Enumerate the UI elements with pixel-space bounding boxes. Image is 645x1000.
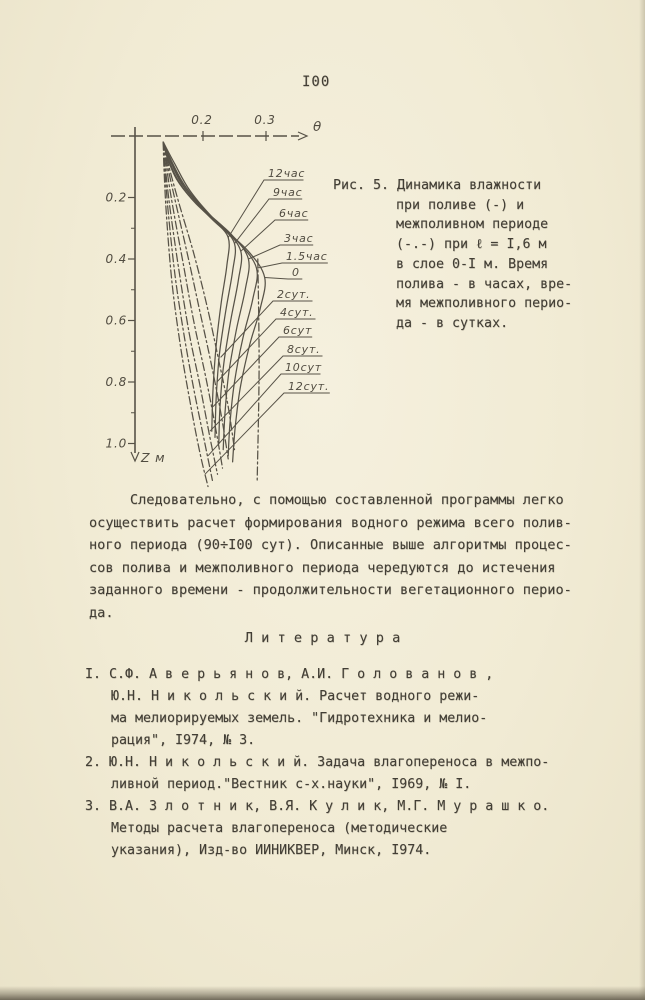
curve-label-4сут.: 4сут. — [280, 306, 314, 319]
curve-9час — [163, 142, 235, 437]
text-line: ливной период."Вестник с-х.науки", I969, № I. — [111, 777, 472, 792]
reference-item-2 — [85, 752, 549, 796]
x-axis-label: θ — [313, 119, 323, 135]
text-line: осуществить расчет формирования водного режима всего полив- — [89, 514, 572, 531]
text-line: мя межполивного перио- — [396, 296, 573, 312]
text-line: да - в сутках. — [396, 315, 509, 331]
curve-12час — [163, 142, 229, 431]
x-tick-label: 0.2 — [191, 113, 213, 127]
curve-label-1.5час: 1.5час — [286, 250, 328, 263]
curve-label-3час: 3час — [284, 232, 314, 245]
text-line: ма мелиорируемых земель. "Гидротехника и мелио- — [111, 711, 488, 726]
y-tick-label: 0.6 — [105, 313, 127, 328]
text-line: межполивном периоде — [396, 217, 549, 233]
curve-4сут. — [163, 142, 228, 459]
curve-label-6час: 6час — [279, 207, 309, 220]
text-line: Ю.Н. Н и к о л ь с к и й. Расчет водного режи- — [111, 689, 480, 704]
text-line: рация", I974, № 3. — [111, 733, 256, 748]
curve-guide — [257, 259, 259, 480]
curve-label-12час: 12час — [268, 167, 306, 180]
body-paragraph — [89, 489, 572, 625]
curve-label-10сут: 10сут — [285, 361, 322, 374]
literature-heading: Л и т е р а т у р а — [244, 630, 401, 646]
y-tick-label: 0.2 — [105, 190, 127, 205]
text-line: ного периода (90÷I00 сут). Описанные выше алгоритмы процес- — [89, 537, 572, 554]
curve-label-12сут.: 12сут. — [288, 380, 330, 393]
x-axis-arrow-icon — [298, 132, 307, 140]
reference-item-1 — [85, 664, 549, 752]
y-tick-label: 1.0 — [105, 436, 127, 451]
text-line: указания), Изд-во ИИНИКВЕР, Минск, I974. — [111, 843, 432, 858]
y-tick-label: 0.8 — [105, 375, 127, 389]
x-tick-label: 0.3 — [254, 113, 276, 127]
text-line: при поливе (-) и — [396, 197, 525, 213]
curve-label-9час: 9час — [273, 186, 303, 199]
reference-item-3 — [85, 796, 549, 862]
paragraph-line: Следовательно, с помощью составленной программы легко — [89, 492, 564, 508]
y-axis-label: Z м — [141, 450, 166, 465]
text-line: сов полива и межполивного периода чередуются до истечения — [89, 559, 556, 576]
reference-first-line: 3. В.А. З л о т н и к, В.Я. К у л и к, М.Г. М у р а ш к о. — [85, 799, 550, 814]
caption-line: Рис. 5. Динамика влажности — [333, 178, 542, 193]
text-line: Методы расчета влагопереноса (методические — [111, 821, 448, 836]
text-line: в слое 0-I м. Время — [396, 256, 549, 272]
reference-first-line: I. С.Ф. А в е р ь я н о в, А.И. Г о л о в а н о в , — [85, 667, 494, 682]
text-line: (-.-) при ℓ = I,6 м — [396, 237, 547, 253]
curve-label-6сут: 6сут — [283, 324, 313, 337]
text-line: полива - в часах, вре- — [396, 276, 573, 292]
reference-list — [85, 664, 549, 862]
curve-2сут. — [163, 142, 234, 449]
y-tick-label: 0.4 — [105, 252, 127, 266]
scan-shadow-bottom — [0, 986, 645, 1000]
curve-label-8сут.: 8сут. — [287, 343, 321, 356]
page-number: I00 — [302, 74, 331, 90]
text-line: да. — [89, 604, 114, 621]
curve-label-2сут.: 2сут. — [277, 288, 311, 301]
text-line: заданного времени - продолжительности вегетационного перио- — [89, 582, 572, 599]
figure-caption — [333, 176, 572, 334]
scan-shadow-right — [639, 0, 645, 1000]
y-axis-arrow-icon — [131, 452, 139, 461]
curve-label-0: 0 — [292, 266, 300, 279]
reference-first-line: 2. Ю.Н. Н и к о л ь с к и й. Задача влагопереноса в межпо- — [85, 755, 550, 770]
